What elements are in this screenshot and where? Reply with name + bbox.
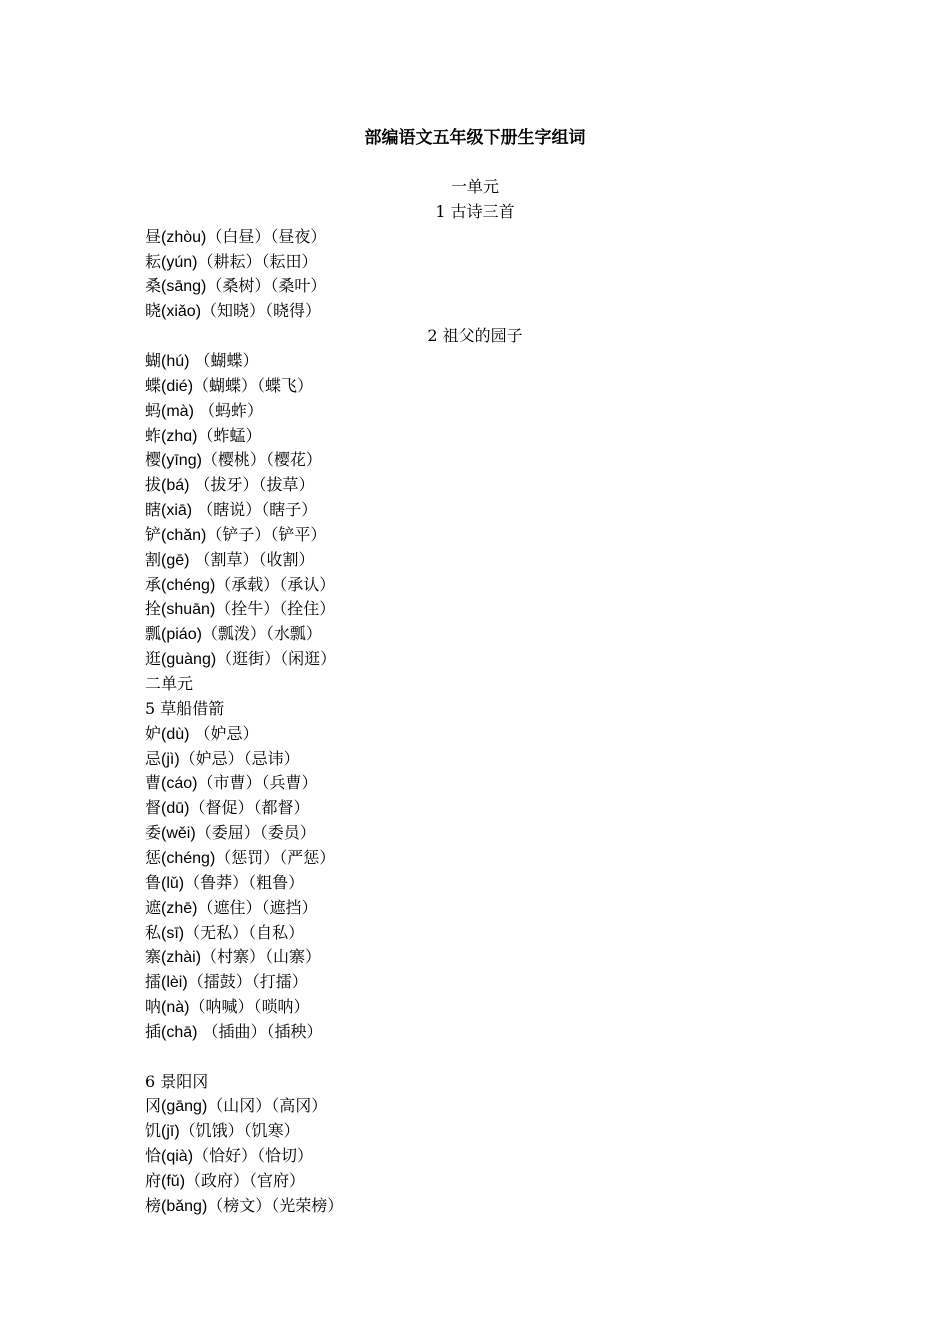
vocab-entry — [145, 548, 315, 573]
word-combinations: （逛街）（闲逛） — [216, 649, 337, 669]
word-combinations: （妒忌）（忌讳） — [179, 748, 300, 768]
pinyin: (cáo) — [161, 775, 198, 793]
vocab-entry — [145, 424, 261, 449]
word-combinations: （榜文）（光荣榜） — [207, 1195, 344, 1215]
character: 铲 — [145, 524, 162, 544]
pinyin: (guàng) — [161, 651, 217, 669]
character: 忌 — [145, 748, 162, 768]
word-combinations: （拔牙）（拔草） — [189, 475, 315, 495]
vocab-entry — [145, 871, 304, 896]
character: 擂 — [145, 972, 162, 992]
word-combinations: （蚱蜢） — [197, 425, 262, 445]
vocab-entry — [145, 771, 317, 796]
character: 蝶 — [145, 375, 162, 395]
character: 晓 — [145, 301, 162, 321]
pinyin: (shuān) — [161, 601, 216, 619]
vocab-entry — [145, 225, 326, 250]
pinyin: (dū) — [161, 800, 190, 818]
pinyin: (wěi) — [161, 825, 196, 843]
pinyin: (chǎn) — [161, 526, 207, 544]
vocab-entry — [145, 1169, 305, 1194]
vocab-entry — [145, 896, 317, 921]
pinyin: (bǎng) — [161, 1197, 208, 1215]
vocab-entry — [145, 995, 309, 1020]
vocab-entry — [145, 374, 313, 399]
vocab-entry — [145, 1119, 300, 1144]
character: 寨 — [145, 947, 162, 967]
character: 督 — [145, 798, 162, 818]
section-heading: 5 草船借箭 — [145, 698, 225, 718]
character: 妒 — [145, 723, 162, 743]
vocab-entry — [145, 1144, 313, 1169]
vocab-entry — [145, 1194, 343, 1219]
section-heading: 1 古诗三首 — [435, 201, 515, 221]
pinyin: (yīng) — [161, 452, 202, 470]
vocab-entry — [145, 846, 335, 871]
vocab-entry — [145, 647, 336, 672]
vocab-entry — [145, 945, 321, 970]
word-combinations: （插曲）（插秧） — [197, 1021, 323, 1041]
document-title: 部编语文五年级下册生字组词 — [364, 128, 586, 148]
character: 曹 — [145, 773, 162, 793]
character: 惩 — [145, 847, 162, 867]
word-combinations: （遮住）（遮挡） — [197, 897, 318, 917]
vocab-entry — [145, 573, 335, 598]
pinyin: (qià) — [161, 1148, 194, 1166]
character: 鲁 — [145, 872, 162, 892]
word-combinations: （擂鼓）（打擂） — [187, 972, 308, 992]
word-combinations: （耕耘）（耘田） — [197, 251, 318, 271]
pinyin: (sī) — [161, 924, 185, 942]
pinyin: (jī) — [161, 1123, 180, 1141]
character: 委 — [145, 823, 162, 843]
pinyin: (dié) — [161, 377, 194, 395]
character: 蚱 — [145, 425, 162, 445]
character: 承 — [145, 574, 162, 594]
word-combinations: （瓢泼）（水瓢） — [201, 624, 322, 644]
word-combinations: （呐喊）（唢呐） — [189, 997, 310, 1017]
vocab-entry — [145, 448, 322, 473]
character: 瓢 — [145, 624, 162, 644]
word-combinations: （蚂蚱） — [193, 400, 263, 420]
word-combinations: （山冈）（高冈） — [207, 1096, 328, 1116]
character: 榜 — [145, 1195, 162, 1215]
section-heading: 6 景阳冈 — [145, 1071, 209, 1091]
word-combinations: （瞎说）（瞎子） — [192, 500, 318, 520]
pinyin: (zhòu) — [161, 228, 207, 246]
vocab-entry — [145, 299, 321, 324]
vocab-entry — [145, 747, 300, 772]
pinyin: (chéng) — [161, 576, 216, 594]
vocab-entry — [145, 597, 335, 622]
vocab-entry — [145, 921, 304, 946]
word-combinations: （妒忌） — [189, 723, 259, 743]
character: 拴 — [145, 599, 162, 619]
vocab-entry — [145, 821, 316, 846]
pinyin: (piáo) — [161, 626, 202, 644]
word-combinations: （恰好）（恰切） — [193, 1146, 314, 1166]
vocab-entry — [145, 1094, 327, 1119]
word-combinations: （铲子）（铲平） — [206, 524, 327, 544]
character: 瞎 — [145, 500, 162, 520]
word-combinations: （蝴蝶） — [189, 350, 259, 370]
pinyin: (xiǎo) — [161, 303, 202, 321]
character: 逛 — [145, 649, 162, 669]
character: 樱 — [145, 450, 162, 470]
vocab-entry — [145, 722, 259, 747]
pinyin: (bá) — [161, 477, 190, 495]
word-combinations: （拴牛）（拴住） — [215, 599, 336, 619]
word-combinations: （承载）（承认） — [215, 574, 336, 594]
word-combinations: （市曹）（兵曹） — [197, 773, 318, 793]
word-combinations: （割草）（收割） — [189, 549, 315, 569]
character: 冈 — [145, 1096, 162, 1116]
word-combinations: （知晓）（晓得） — [201, 301, 322, 321]
word-combinations: （督促）（都督） — [189, 798, 310, 818]
pinyin: (zhɑ) — [161, 427, 198, 445]
vocab-entry — [145, 796, 309, 821]
vocab-entry — [145, 274, 326, 299]
pinyin: (chā) — [161, 1023, 198, 1041]
vocab-entry — [145, 498, 317, 523]
character: 饥 — [145, 1121, 162, 1141]
character: 桑 — [145, 276, 162, 296]
pinyin: (xiā) — [161, 502, 193, 520]
pinyin: (zhài) — [161, 949, 202, 967]
word-combinations: （村寨）（山寨） — [201, 947, 322, 967]
vocab-entry — [145, 473, 315, 498]
pinyin: (fǔ) — [161, 1173, 186, 1190]
word-combinations: （政府）（官府） — [185, 1171, 306, 1190]
section-heading: 一单元 — [450, 177, 499, 196]
character: 蚂 — [145, 400, 162, 420]
pinyin: (gāng) — [161, 1098, 208, 1116]
pinyin: (lǔ) — [161, 874, 185, 892]
character: 蝴 — [145, 350, 162, 370]
pinyin: (nà) — [161, 999, 190, 1017]
pinyin: (mà) — [161, 402, 194, 420]
character: 耘 — [145, 251, 162, 271]
pinyin: (sāng) — [161, 278, 207, 296]
section-heading: 二单元 — [145, 674, 194, 693]
character: 拔 — [145, 475, 162, 495]
vocab-entry — [145, 523, 326, 548]
character: 私 — [145, 922, 162, 942]
word-combinations: （桑树）（桑叶） — [206, 276, 327, 296]
vocab-entry — [145, 622, 322, 647]
word-combinations: （饥饿）（饥寒） — [179, 1121, 300, 1141]
character: 昼 — [145, 226, 162, 246]
character: 割 — [145, 549, 162, 569]
pinyin: (lèi) — [161, 974, 188, 992]
word-combinations: （惩罚）（严惩） — [215, 847, 336, 867]
character: 呐 — [145, 997, 162, 1017]
word-combinations: （樱桃）（樱花） — [201, 450, 322, 470]
pinyin: (yún) — [161, 253, 198, 271]
word-combinations: （无私）（自私） — [184, 922, 305, 942]
vocab-entry — [145, 349, 259, 374]
word-combinations: （委屈）（委员） — [195, 823, 316, 843]
character: 恰 — [145, 1146, 162, 1166]
pinyin: (hú) — [161, 352, 190, 370]
pinyin: (dù) — [161, 725, 190, 743]
word-combinations: （鲁莽）（粗鲁） — [184, 872, 305, 892]
character: 府 — [145, 1171, 162, 1190]
pinyin: (zhē) — [161, 899, 198, 917]
vocab-entry — [145, 250, 317, 275]
pinyin: (chéng) — [161, 849, 216, 867]
pinyin: (jì) — [161, 750, 180, 768]
pinyin: (gē) — [161, 551, 190, 569]
character: 遮 — [145, 897, 162, 917]
word-combinations: （蝴蝶）（蝶飞） — [193, 375, 314, 395]
character: 插 — [145, 1021, 162, 1041]
vocab-entry — [145, 970, 308, 995]
word-combinations: （白昼）（昼夜） — [206, 226, 327, 246]
vocab-entry — [145, 399, 263, 424]
section-heading: 2 祖父的园子 — [427, 326, 523, 346]
vocab-entry — [145, 1020, 323, 1045]
